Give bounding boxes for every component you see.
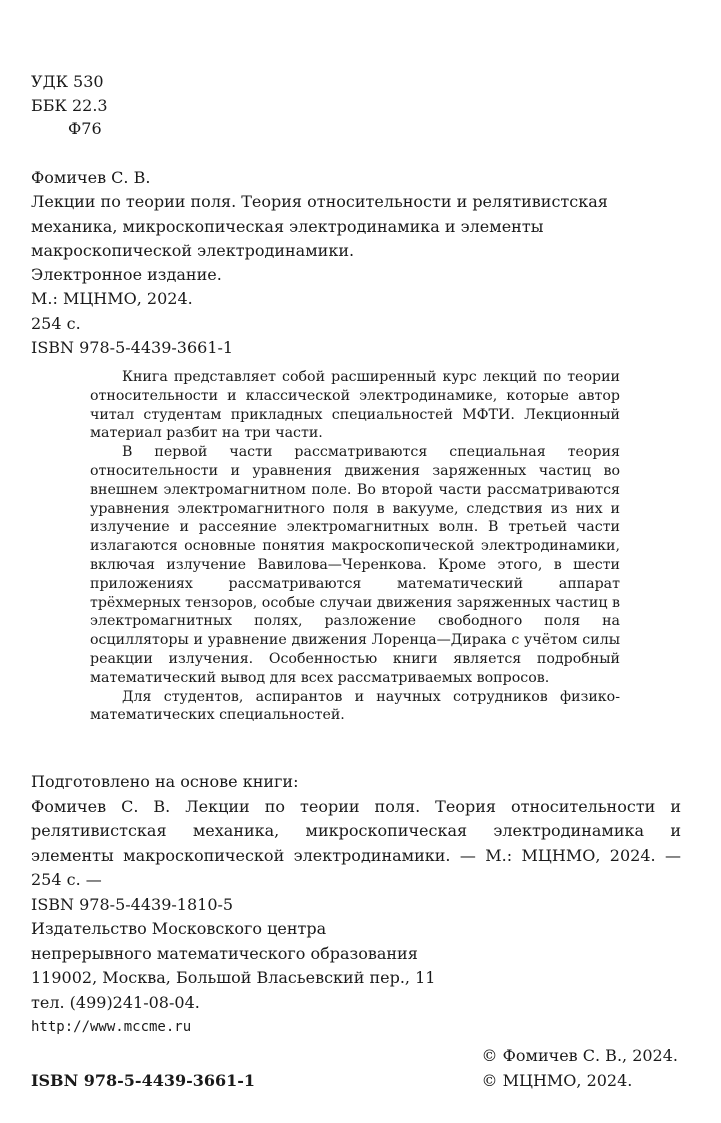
edition-note: Электронное издание.	[31, 265, 222, 285]
bibliographic-record	[31, 166, 641, 360]
source-edition-block	[31, 770, 681, 917]
footer-isbn: ISBN 978-5-4439-3661-1	[31, 1071, 256, 1090]
source-reference: Фомичев С. В. Лекции по теории поля. Теория относительности и релятивистская механика, микроскопическая электродинамика и элементы макроскопической электродинамики. — М.: МЦНМО, 2024. — 254 с. —	[31, 796, 681, 889]
copyright-block	[482, 1044, 678, 1093]
copyright-author: © Фомичев С. В., 2024.	[481, 1046, 678, 1065]
annotation-paragraph-3: Для студентов, аспирантов и научных сотрудников физико-математических специальностей.	[90, 688, 620, 724]
source-isbn: ISBN 978-5-4439-1810-5	[31, 894, 234, 914]
publisher-name-line1: Издательство Московского центра	[31, 919, 327, 938]
bbk-code: ББК 22.3	[31, 95, 108, 115]
isbn: ISBN 978-5-4439-3661-1	[31, 338, 234, 358]
imprint: М.: МЦНМО, 2024.	[31, 289, 193, 309]
publisher-name-line2: непрерывного математического образования	[31, 943, 418, 963]
annotation-paragraph-1: Книга представляет собой расширенный курс лекций по теории относительности и классической электродинамике, которые автор читал студентам прикладных специальностей МФТИ. Лекционный материал разбит на три части.	[90, 369, 620, 442]
publisher-url[interactable]: http://www.mccme.ru	[31, 1019, 192, 1035]
copyright-publisher: © МЦНМО, 2024.	[481, 1070, 633, 1090]
source-heading: Подготовлено на основе книги:	[31, 772, 299, 791]
book-title: Лекции по теории поля. Теория относительности и релятивистская механика, микроскопическая электродинамика и элементы макроскопической электродинамики.	[31, 192, 608, 260]
publisher-address: 119002, Москва, Большой Власьевский пер., 11	[31, 968, 436, 987]
annotation-paragraph-2: В первой части рассматриваются специальная теория относительности и уравнения движения заряженных частиц во внешнем электромагнитном поле. Во второй части рассматриваются уравнения электромагнитного поля в вакууме, следствия из них и излучение и рассеяние электромагнитных волн. В третьей части излагаются основные понятия макроскопической электродинамики, включая излучение Вавилова—Черенкова. Кроме этого, в шести приложениях рассматриваются математический аппарат трёхмерных тензоров, особые случаи движения заряженных частиц в электромагнитных полях, разложение свободного поля на осцилляторы и уравнение движения Лоренца—Дирака с учётом силы реакции излучения. Особенностью книги является подробный математический вывод для всех рассматриваемых вопросов.	[90, 444, 620, 686]
author-name: Фомичев С. В.	[31, 168, 151, 187]
author-mark: Ф76	[68, 119, 102, 138]
udk-code: УДК 530	[31, 72, 104, 91]
page-count: 254 с.	[31, 313, 81, 333]
classification-block	[31, 70, 108, 141]
annotation	[90, 368, 620, 725]
publisher-block	[31, 917, 531, 1040]
publisher-phone: тел. (499)241-08-04.	[31, 992, 200, 1012]
